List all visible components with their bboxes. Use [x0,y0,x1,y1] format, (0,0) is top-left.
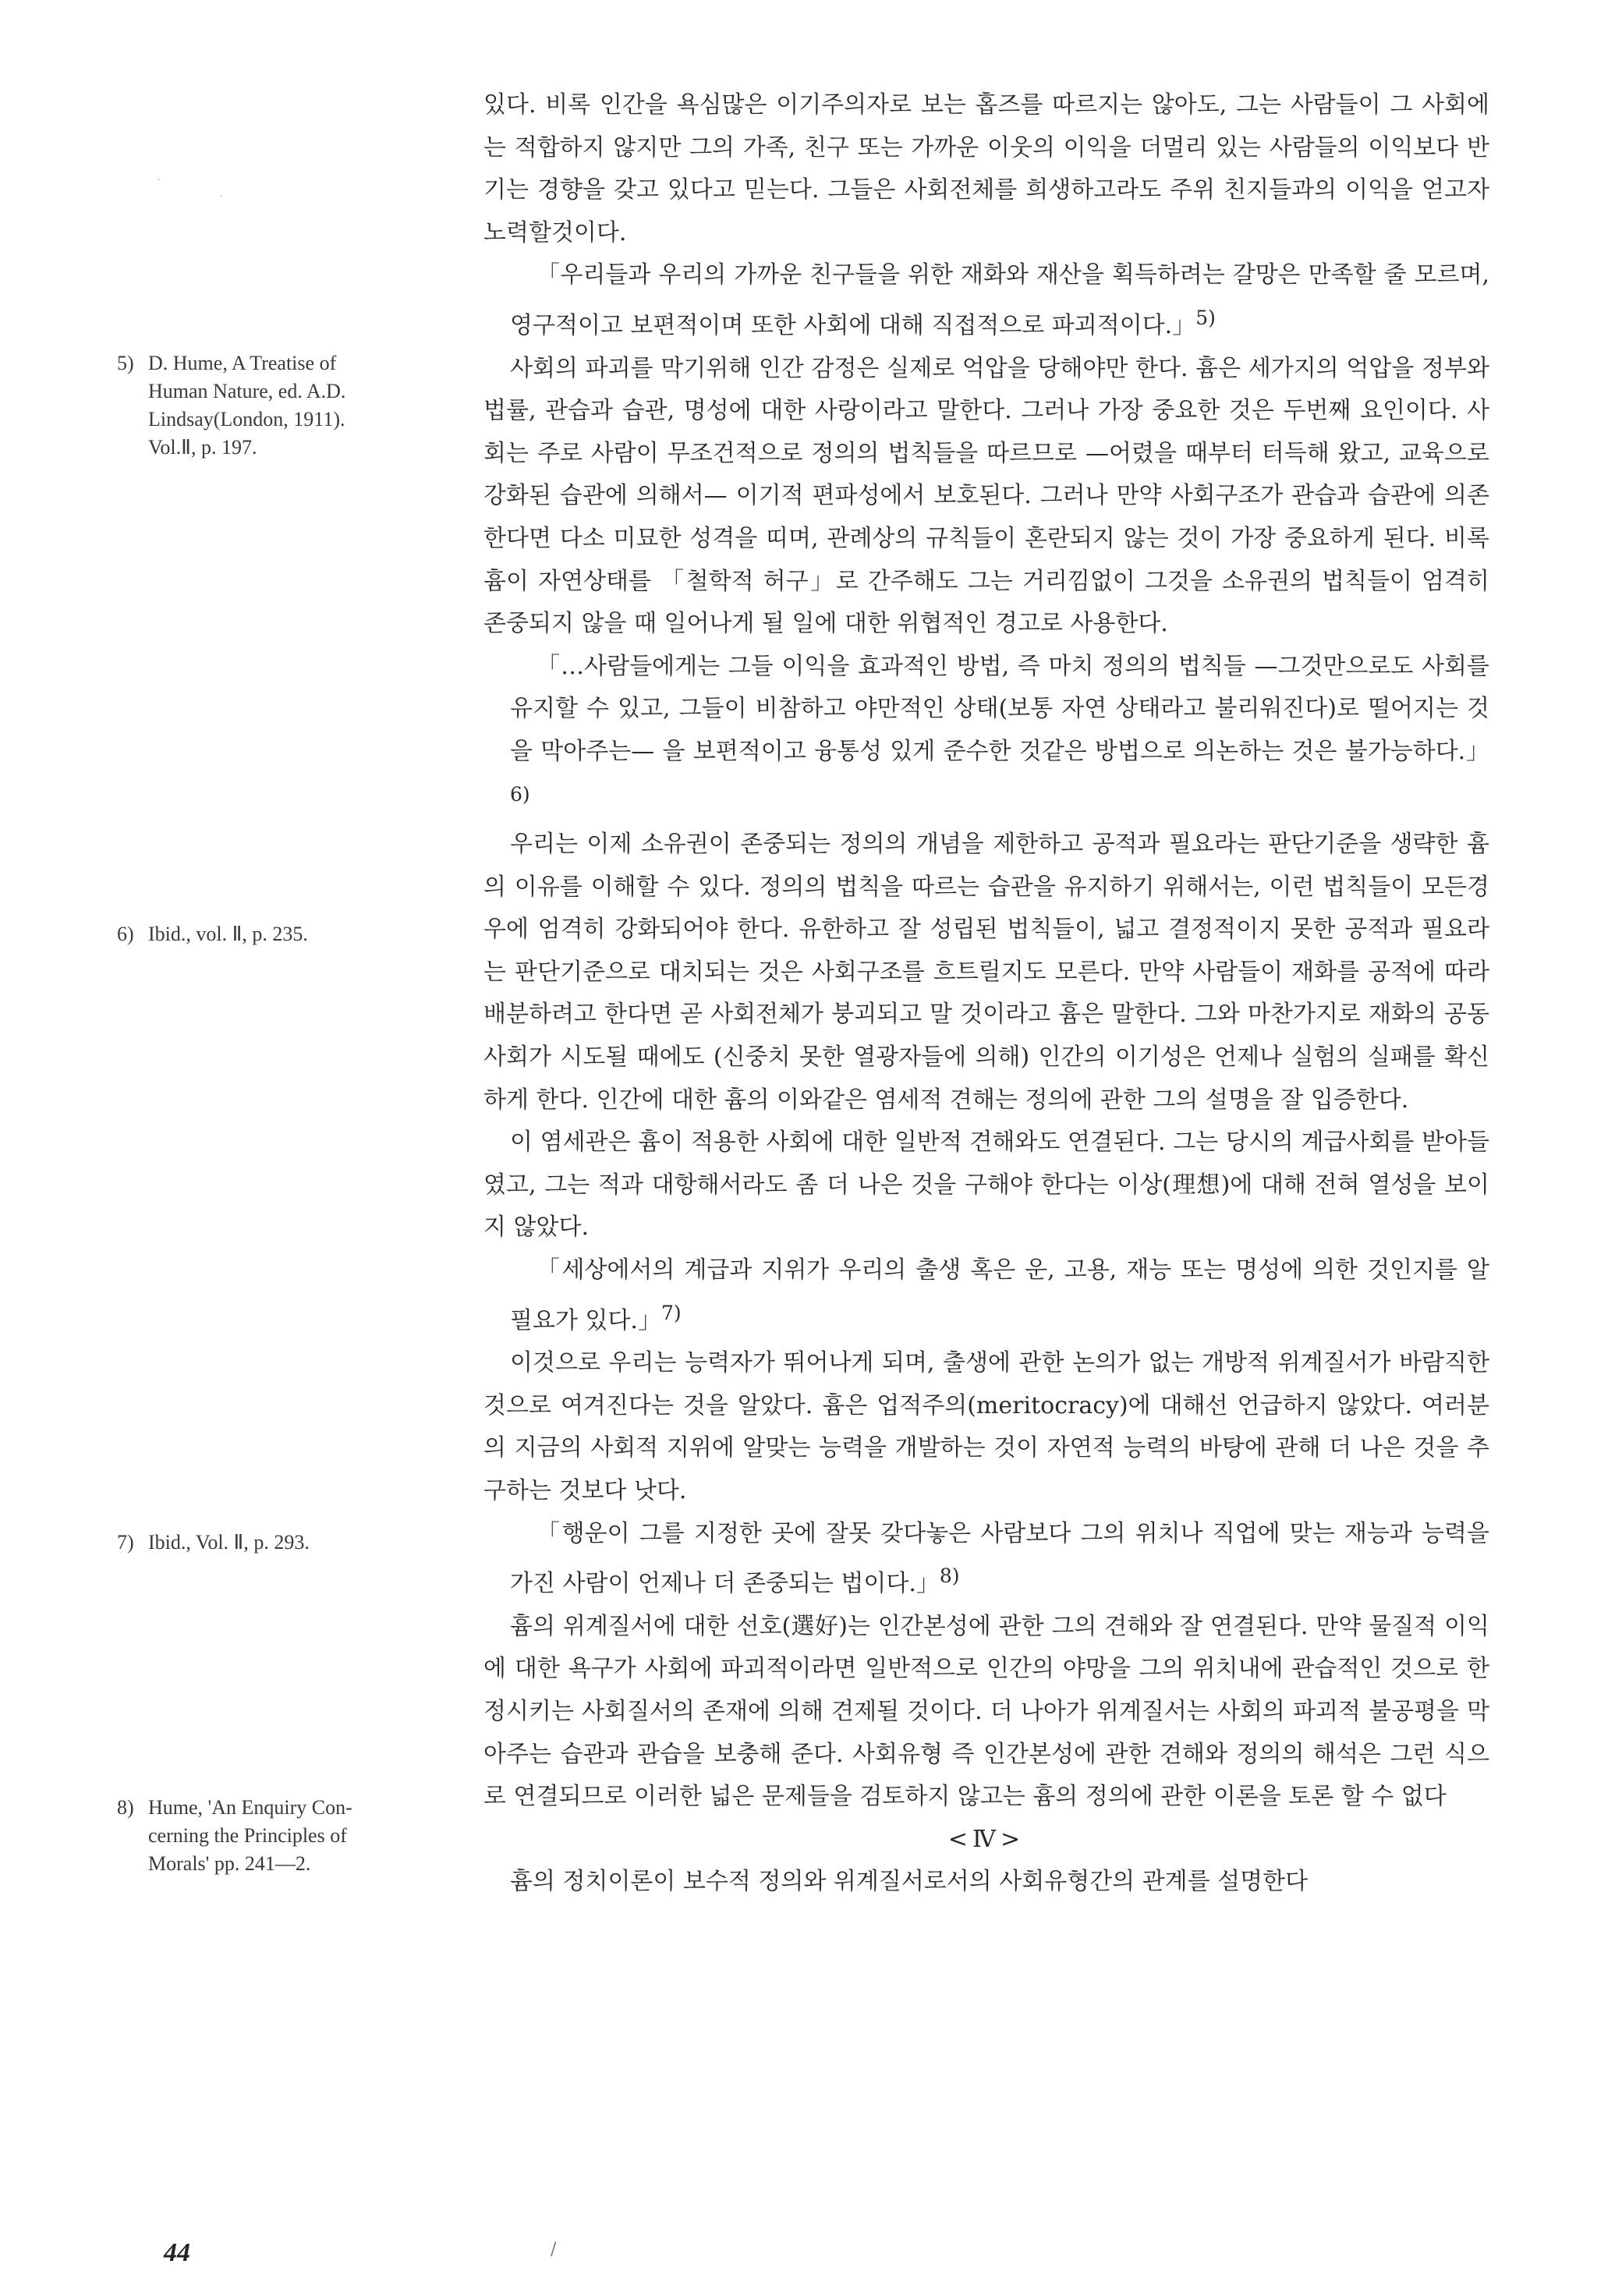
scan-artifact: · [158,174,161,186]
footnote-reference: 7) [660,1301,682,1324]
footnote-line: Lindsay(London, 1911). [148,408,345,430]
quote-text: 「우리들과 우리의 가까운 친구들을 위한 재화와 재산을 획득하려는 갈망은 만족할 줄 모르며, 영구적이고 보편적이며 또한 사회에 대해 직접적으로 파괴적이다.」 [510,261,1489,339]
footnote-line: Human Nature, ed. A.D. [148,380,346,402]
footnote-line: cerning the Principles of [148,1824,347,1847]
block-quote [483,1249,1489,1342]
section-heading: <Ⅳ> [947,1825,1025,1853]
page-number: 44 [164,2238,190,2267]
footnote-number: 6) [117,923,134,945]
footnote-line: Hume, 'An Enquiry Con- [148,1796,352,1819]
footnote-number: 7) [117,1531,134,1554]
footnote-line: Morals' pp. 241—2. [148,1852,311,1875]
body-paragraph: 흄의 정치이론이 보수적 정의와 위계질서로서의 사회유형간의 관계를 설명한다 [510,1868,1309,1896]
body-paragraph: 있다. 비록 인간을 욕심많은 이기주의자로 보는 홉즈를 따르지는 않아도, 그는 사람들이 그 사회에는 적합하지 않지만 그의 가족, 친구 또는 가까운 이웃의 이익을 더멀리 있는 사람들의 이익보다 반기는 경향을 갖고 있다고 믿는다. 그들은 사회전체를 희생하고라도 주위 친지들과의 이익을 얻고자 노력할것이다. [483,91,1489,246]
footnote-6 [117,920,460,948]
main-body-text [483,84,1489,1904]
body-paragraph: 흄의 위계질서에 대한 선호(選好)는 인간본성에 관한 그의 견해와 잘 연결된다. 만약 물질적 이익에 대한 욕구가 사회에 파괴적이라면 일반적으로 인간의 야망을 그의 위치내에 관습적인 것으로 한정시키는 사회질서의 존재에 의해 견제될 것이다. 더 나아가 위계질서는 사회의 파괴적 불공평을 막아주는 습관과 관습을 보충해 준다. 사회유형 즉 인간본성에 관한 견해와 정의의 해석은 그런 식으로 연결되므로 이러한 넓은 문제들을 검토하지 않고는 흄의 정의에 관한 이론을 토론 할 수 없다 [483,1612,1489,1811]
footnote-number: 8) [117,1796,134,1819]
footnote-line: Vol.Ⅱ, p. 197. [148,436,257,459]
margin-notes-column [0,0,468,2296]
quote-text: 「행운이 그를 지정한 곳에 잘못 갖다놓은 사람보다 그의 위치나 직업에 맞는 재능과 능력을 가진 사람이 언제나 더 존중되는 법이다.」 [510,1519,1489,1598]
footnote-line: Ibid., Vol. Ⅱ, p. 293. [148,1531,310,1554]
footnote-5 [117,349,460,462]
footnote-number: 5) [117,352,134,374]
footnote-8 [117,1794,460,1878]
footnote-7 [117,1529,460,1557]
block-quote [483,254,1489,347]
footnote-line: D. Hume, A Treatise of [148,352,337,374]
body-paragraph: 사회의 파괴를 막기위해 인간 감정은 실제로 억압을 당해야만 한다. 흄은 세가지의 억압을 정부와 법률, 관습과 습관, 명성에 대한 사랑이라고 말한다. 그러나 가장 중요한 것은 두번째 요인이다. 사회는 주로 사람이 무조건적으로 정의의 법칙들을 따르므로 —어렸을 때부터 터득해 왔고, 교육으로 강화된 습관에 의해서— 이기적 편파성에서 보호된다. 그러나 만약 사회구조가 관습과 습관에 의존한다면 다소 미묘한 성격을 띠며, 관례상의 규칙들이 혼란되지 않는 것이 가장 중요하게 된다. 비록 흄이 자연상태를 「철학적 허구」로 간주해도 그는 거리낌없이 그것을 소유권의 법칙들이 엄격히 존중되지 않을 때 일어나게 될 일에 대한 위협적인 경고로 사용한다. [483,354,1489,638]
footnote-reference: 5) [1195,306,1216,329]
body-paragraph: 우리는 이제 소유권이 존중되는 정의의 개념을 제한하고 공적과 필요라는 판단기준을 생략한 흄의 이유를 이해할 수 있다. 정의의 법칙을 따르는 습관을 유지하기 위해서는, 이런 법칙들이 모든경우에 엄격히 강화되어야 한다. 유한하고 잘 성립된 법칙들이, 넓고 결정적이지 못한 공적과 필요라는 판단기준으로 대치되는 것은 사회구조를 흐트릴지도 모른다. 만약 사람들이 재화를 공적에 따라 배분하려고 한다면 곧 사회전체가 붕괴되고 말 것이라고 흄은 말한다. 그와 마찬가지로 재화의 공동사회가 시도될 때에도 (신중치 못한 열광자들에 의해) 인간의 이기성은 언제나 실험의 실패를 확신하게 한다. 인간에 대한 흄의 이와같은 염세적 견해는 정의에 관한 그의 설명을 잘 입증한다. [483,831,1489,1114]
scan-artifact: · [220,190,224,203]
footnote-line: Ibid., vol. Ⅱ, p. 235. [148,923,308,945]
scan-artifact: / [551,2240,557,2259]
footnote-reference: 8) [939,1564,960,1588]
quote-text: 「…사람들에게는 그들 이익을 효과적인 방법, 즉 마치 정의의 법칙들 —그것만으로도 사회를 유지할 수 있고, 그들이 비참하고 야만적인 상태(보통 자연 상태라고 불리워진다)로 떨어지는 것을 막아주는— 을 보편적이고 융통성 있게 준수한 것같은 방법으로 의논하는 것은 불가능하다.」 [510,652,1489,765]
quote-text: 「세상에서의 계급과 지위가 우리의 출생 혹은 운, 고용, 재능 또는 명성에 의한 것인지를 알 필요가 있다.」 [510,1256,1489,1334]
block-quote [483,646,1489,824]
block-quote [483,1513,1489,1606]
footnote-reference: 6) [510,782,530,806]
body-paragraph: 이것으로 우리는 능력자가 뛰어나게 되며, 출생에 관한 논의가 없는 개방적 위계질서가 바람직한 것으로 여겨진다는 것을 알았다. 흄은 업적주의(meritocracy)에 대해선 언급하지 않았다. 여러분의 지금의 사회적 지위에 알맞는 능력을 개발하는 것이 자연적 능력의 바탕에 관해 더 나은 것을 추구하는 것보다 낫다. [483,1349,1489,1504]
body-paragraph: 이 염세관은 흄이 적용한 사회에 대한 일반적 견해와도 연결된다. 그는 당시의 계급사회를 받아들였고, 그는 적과 대항해서라도 좀 더 나은 것을 구해야 한다는 이상(理想)에 대해 전혀 열성을 보이지 않았다. [483,1129,1489,1242]
